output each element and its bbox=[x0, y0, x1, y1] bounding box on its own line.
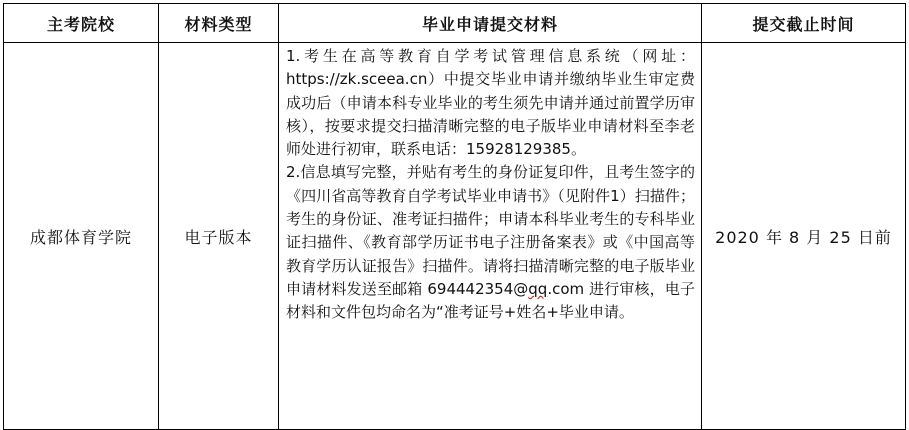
cell-deadline: 2020 年 8 月 25 日前 bbox=[702, 43, 906, 430]
table-header-row bbox=[4, 4, 906, 43]
table-row bbox=[4, 43, 906, 430]
materials-item-2-text: 2.信息填写完整，并贴有考生的身份证复印件，且考生签字的《四川省高等教育自学考试毕业申请书》（见附件1）扫描件；考生的身份证、准考证扫描件；申请本科毕业考生的专科毕业证扫描件、《教育部学历证书电子注册备案表》或《中国高等教育学历认证报告》扫描件。请将扫描清晰完整的电子版毕业申请材料发送至邮箱 694442354@ bbox=[286, 163, 695, 298]
header-deadline: 提交截止时间 bbox=[702, 4, 906, 43]
submission-table bbox=[3, 3, 906, 430]
header-materials: 毕业申请提交材料 bbox=[279, 4, 702, 43]
email-domain-word: qq bbox=[528, 279, 548, 298]
materials-item-2-rest: .com 进行审核，电子材料和文件包均命名为“准考证号+姓名+毕业申请。 bbox=[286, 279, 695, 322]
cell-material-type: 电子版本 bbox=[159, 43, 279, 430]
header-institution: 主考院校 bbox=[4, 4, 159, 43]
materials-item-1: 1.考生在高等教育自学考试管理信息系统（网址：https://zk.sceea.cn）中提交毕业申请并缴纳毕业生审定费成功后（申请本科专业毕业的考生须先申请并通过前置学历审核），按要求提交扫描清晰完整的电子版毕业申请材料至李老师处进行初审，联系电话：15928129385。 bbox=[286, 47, 695, 159]
header-material-type: 材料类型 bbox=[159, 4, 279, 43]
materials-item-2 bbox=[286, 161, 695, 324]
cell-institution: 成都体育学院 bbox=[4, 43, 159, 430]
cell-materials bbox=[279, 43, 702, 430]
